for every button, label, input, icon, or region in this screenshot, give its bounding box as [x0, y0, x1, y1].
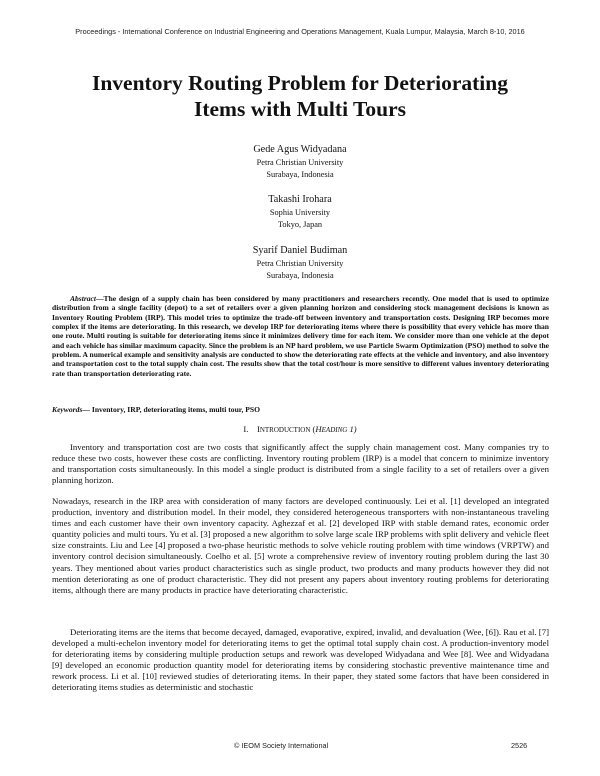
paper-title: [40, 70, 560, 122]
section-subtitle-rest: EADING: [321, 426, 348, 434]
author-affiliation: Sophia University: [269, 208, 331, 217]
section-subtitle-open: (: [312, 424, 316, 434]
title-line-2: Items with Multi Tours: [193, 97, 407, 121]
footer-copyright: © IEOM Society International: [234, 741, 329, 750]
author-block-1: [150, 143, 450, 180]
keywords: [52, 405, 549, 415]
author-affiliation: Petra Christian University: [256, 158, 344, 167]
author-location: Surabaya, Indonesia: [266, 270, 334, 280]
author-block-2: [150, 193, 450, 230]
abstract-text: —The design of a supply chain has been considered by many practitioners and researchers recently. One model that is used to optimize distribution from a single facility (depot) to a set of retailers over a given planning horizon and considering stock management decisions is known as Inventory Routing Problem (IRP). This model tries to optimize the trade-off between inventory and transportation costs. Designing IRP becomes more complex if the items are deteriorating. In this research, we develop IRP for deteriorating items where there is possibility that every vehicle has more than one route. Multi routing is suitable for deteriorating items since it minimizes delivery time for each item. We consider more than one vehicle at the depot and each vehicle has similar maximum capacity. Since the problem is an NP hard problem, we use Particle Swarm Optimization (PSO) method to solve the problem. A numerical example and sensitivity analysis are conducted to show the deteriorating rate effects at the vehicle and inventory, and also inventory and transportation cost to the total supply chain cost. The results show that the total cost/hour is more sensitive to different values inventory deteriorating rate than transportation deteriorating rate.: [52, 294, 549, 378]
author-location: Tokyo, Japan: [277, 219, 323, 229]
author-block-3: [150, 244, 450, 281]
section-subtitle-close: 1): [349, 424, 357, 434]
section-heading: [0, 424, 600, 434]
section-title-rest: NTRODUCTION: [259, 426, 311, 434]
author-affiliation: Petra Christian University: [256, 259, 344, 268]
section-title-first: I: [256, 424, 260, 434]
keywords-label: Keywords: [52, 405, 83, 414]
section-number: I.: [243, 424, 249, 434]
author-name: Gede Agus Widyadana: [253, 144, 347, 155]
section-subtitle-first: H: [315, 424, 322, 434]
author-name: Takashi Irohara: [268, 194, 332, 205]
keywords-text: — Inventory, IRP, deteriorating items, multi tour, PSO: [82, 405, 261, 414]
abstract-label: Abstract: [70, 294, 96, 303]
paragraph-3: Deteriorating items are the items that become decayed, damaged, evaporative, expired, invalid, and devaluation (Wee, [6]). Rau et al. [7] developed a multi-echelon inventory model for deteriorating items to get the optimal total supply chain cost. A production-inventory model for deteriorating items by considering multiple production setups and rework was developed Widyadana and Wee [8]. Wee and Widyadana [9] developed an economic production quantity model for deteriorating items by considering stochastic preventive maintenance time and rework process. Li et al. [10] reviewed studies of deteriorating items. In their paper, they stated some factors that have been considered in deteriorating items studies as deterministic and stochastic: [52, 627, 549, 693]
footer-page-number: 2526: [511, 741, 528, 750]
running-header: Proceedings - International Conference on Industrial Engineering and Operations Management, Kuala Lumpur, Malaysia, March 8-10, 2016: [75, 27, 525, 36]
title-line-1: Inventory Routing Problem for Deteriorating: [91, 71, 508, 95]
abstract: [52, 294, 549, 378]
author-location: Surabaya, Indonesia: [266, 169, 334, 179]
paragraph-2: Nowadays, research in the IRP area with consideration of many factors are developed continuously. Lei et al. [1] developed an integrated production, inventory and distribution model. In their model, they considered heterogeneous transporters with non-instantaneous traveling times and each customer have their own inventory capacity. Aghezzaf et al. [2] developed IRP with stable demand rates, economic order quantity policies and multi tours. Yu et al. [3] proposed a new algorithm to solve large scale IRP problems with split delivery and vehicle fleet size constraints. Liu and Lee [4] proposed a two-phase heuristic methods to solve vehicle routing problem with time windows (VRPTW) and inventory control decision simultaneously. Coelho et al. [5] wrote a comprehensive review of inventory routing problem during the last 30 years. They mentioned about varies product characteristics such as single product, two products and many products however they did not mention deteriorating as one of product characteristic. They did not present any papers about inventory routing problems for deteriorating items, although there are many products in practice have deteriorating characteristic.: [52, 496, 549, 595]
paragraph-1: Inventory and transportation cost are two costs that significantly affect the supply chain management cost. Many companies try to reduce these two costs, however these costs are conflicting. Inventory routing problem (IRP) is a model that concern to minimize inventory and transportation costs simultaneously. In this model a single product is distributed from a single facility to a set of retailers over a given planning horizon.: [52, 442, 549, 486]
author-name: Syarif Daniel Budiman: [252, 245, 348, 256]
